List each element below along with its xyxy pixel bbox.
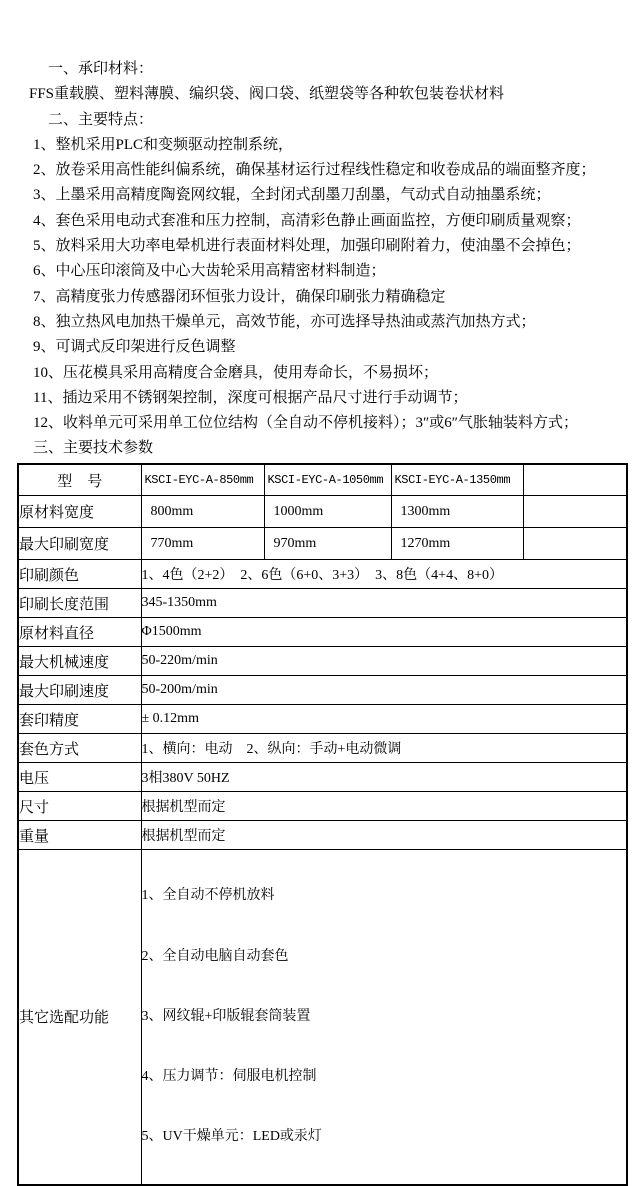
table-row-optional-functions [18, 850, 627, 1185]
material-width-cell-2: 1000mm [264, 496, 391, 528]
print-length-value: 345-1350mm [141, 589, 627, 618]
dimensions-value: 根据机型而定 [141, 792, 627, 821]
optional-function-4: 4、压力调节：伺服电机控制 [141, 1069, 317, 1085]
weight-value: 根据机型而定 [141, 821, 627, 850]
feature-item-9: 9、可调式反印架进行反色调整 [33, 339, 236, 356]
feature-item-7: 7、高精度张力传感器闭环恒张力设计，确保印刷张力精确稳定 [33, 288, 446, 305]
table-row-print-width [18, 528, 627, 560]
print-width-cell-1: 770mm [141, 528, 264, 560]
print-colors-value: 1、4色（2+2） 2、6色（6+0、3+3） 3、8色（4+4、8+0） [141, 560, 627, 589]
optional-function-3: 3、网纹辊+印版辊套筒装置 [141, 1008, 311, 1024]
model-cell-3: KSCI-EYC-A-1350mm [391, 464, 523, 496]
register-mode-value: 1、横向：电动 2、纵向：手动+电动微调 [141, 734, 627, 763]
feature-item-11: 11、插边采用不锈钢架控制，深度可根据产品尺寸进行手动调节； [33, 389, 468, 406]
optional-functions-list [141, 850, 627, 1185]
table-row-dimensions [18, 792, 627, 821]
row-label-voltage: 电压 [18, 763, 141, 792]
table-row-voltage [18, 763, 627, 792]
table-row-max-print-speed [18, 676, 627, 705]
max-mechanical-speed-value: 50-220m/min [141, 647, 627, 676]
table-row-weight [18, 821, 627, 850]
print-width-cell-3: 1270mm [391, 528, 523, 560]
row-label-weight: 重量 [18, 821, 141, 850]
row-label-register-mode: 套色方式 [18, 734, 141, 763]
materials-line: FFS重载膜、塑料薄膜、编织袋、阀口袋、纸塑袋等各种软包装卷状材料 [29, 86, 505, 103]
material-width-cell-empty [523, 496, 627, 528]
intro-section [0, 0, 640, 462]
feature-item-3: 3、上墨采用高精度陶瓷网纹辊，全封闭式刮墨刀刮墨，气动式自动抽墨系统； [33, 187, 551, 204]
row-label-max-print-speed: 最大印刷速度 [18, 676, 141, 705]
section-heading-features: 二、主要特点： [48, 111, 154, 128]
model-cell-1: KSCI-EYC-A-850mm [141, 464, 264, 496]
row-label-dimensions: 尺寸 [18, 792, 141, 821]
feature-item-4: 4、套色采用电动式套准和压力控制，高清彩色静止画面监控，方便印刷质量观察； [33, 212, 581, 229]
material-diameter-value: Φ1500mm [141, 618, 627, 647]
material-width-cell-3: 1300mm [391, 496, 523, 528]
row-label-material-diameter: 原材料直径 [18, 618, 141, 647]
voltage-value: 3相380V 50HZ [141, 763, 627, 792]
feature-item-10: 10、压花模具采用高精度合金磨具，使用寿命长，不易损坏； [33, 364, 439, 381]
row-label-optional-functions: 其它选配功能 [18, 850, 141, 1185]
table-row-material-diameter [18, 618, 627, 647]
optional-function-5: 5、UV干燥单元：LED或汞灯 [141, 1129, 322, 1145]
section-heading-parameters: 三、主要技术参数 [33, 440, 154, 457]
spec-table [17, 463, 628, 1186]
feature-item-5: 5、放料采用大功率电晕机进行表面材料处理，加强印刷附着力，使油墨不会掉色； [33, 238, 581, 255]
row-label-max-mechanical-speed: 最大机械速度 [18, 647, 141, 676]
row-label-material-width: 原材料宽度 [18, 496, 141, 528]
optional-function-2: 2、全自动电脑自动套色 [141, 948, 289, 964]
model-cell-2: KSCI-EYC-A-1050mm [264, 464, 391, 496]
register-accuracy-value: ± 0.12mm [141, 705, 627, 734]
table-row-max-mechanical-speed [18, 647, 627, 676]
print-width-cell-empty [523, 528, 627, 560]
row-label-print-width: 最大印刷宽度 [18, 528, 141, 560]
row-label-print-colors: 印刷颜色 [18, 560, 141, 589]
table-row-print-length [18, 589, 627, 618]
print-width-cell-2: 970mm [264, 528, 391, 560]
table-row-print-colors [18, 560, 627, 589]
feature-item-6: 6、中心压印滚筒及中心大齿轮采用高精密材料制造； [33, 263, 386, 280]
feature-item-1: 1、整机采用PLC和变频驱动控制系统， [33, 136, 294, 153]
section-heading-materials: 一、承印材料： [48, 61, 154, 77]
row-label-print-length: 印刷长度范围 [18, 589, 141, 618]
row-label-model: 型 号 [18, 464, 141, 496]
table-row-model [18, 464, 627, 496]
feature-item-8: 8、独立热风电加热干燥单元，高效节能，亦可选择导热油或蒸汽加热方式； [33, 313, 536, 330]
table-row-register-accuracy [18, 705, 627, 734]
row-label-register-accuracy: 套印精度 [18, 705, 141, 734]
max-print-speed-value: 50-200m/min [141, 676, 627, 705]
model-cell-empty [523, 464, 627, 496]
table-row-material-width [18, 496, 627, 528]
table-row-register-mode [18, 734, 627, 763]
feature-item-12: 12、收料单元可采用单工位位结构（全自动不停机接料）；3″或6″气胀轴装料方式； [33, 415, 578, 432]
optional-function-1: 1、全自动不停机放料 [141, 888, 275, 904]
material-width-cell-1: 800mm [141, 496, 264, 528]
feature-item-2: 2、放卷采用高性能纠偏系统，确保基材运行过程线性稳定和收卷成品的端面整齐度； [33, 162, 596, 179]
